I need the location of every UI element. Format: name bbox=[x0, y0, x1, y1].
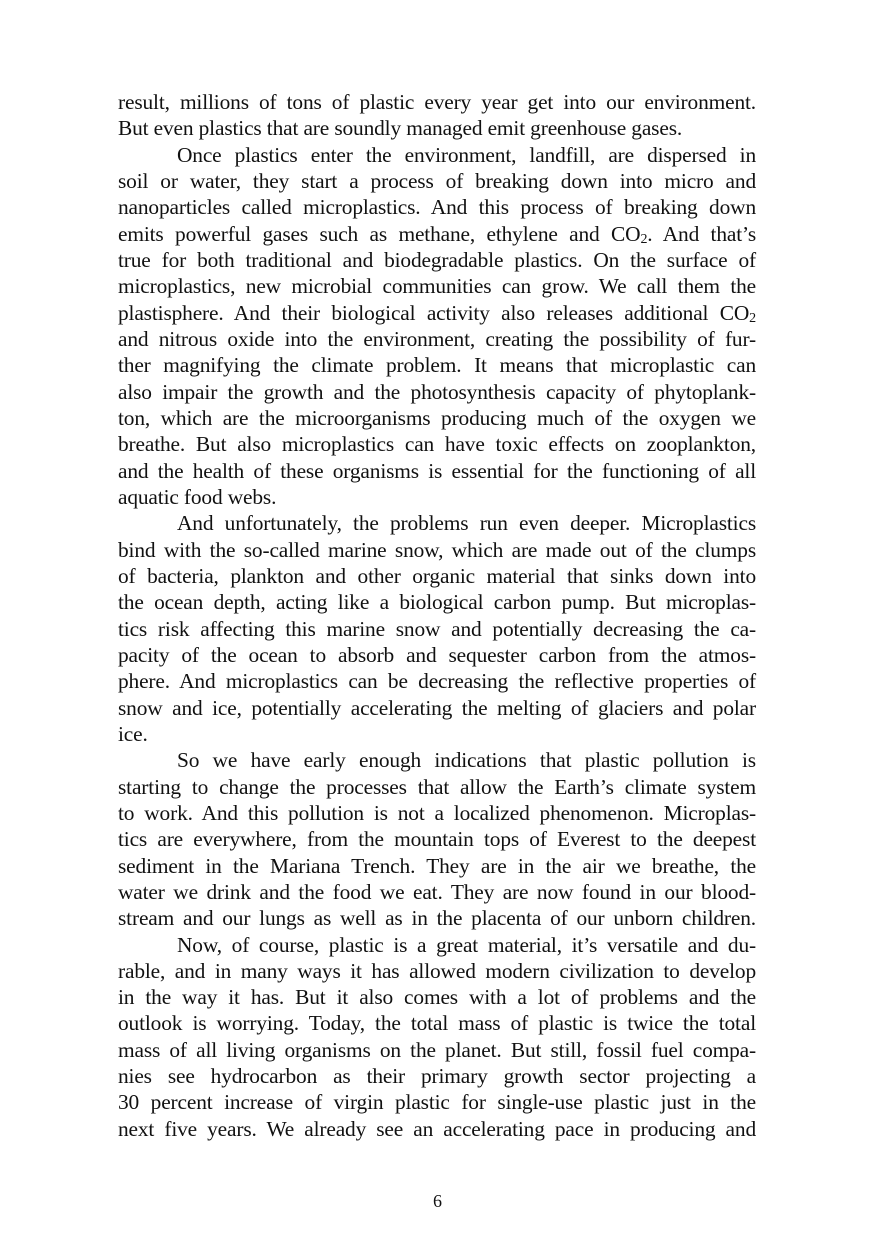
text-line: ton, which are the microorganisms producing much of the oxygen we bbox=[118, 405, 756, 430]
co2-subscript: 2 bbox=[640, 231, 648, 247]
text-line: breathe. But also microplastics can have toxic effects on zooplankton, bbox=[118, 432, 756, 457]
text-line: true for both traditional and biodegradable plastics. On the surface of bbox=[118, 247, 756, 272]
co2-subscript: 2 bbox=[749, 310, 756, 326]
text-line: aquatic food webs. bbox=[118, 484, 277, 509]
text-line: And unfortunately, the problems run even deeper. Microplastics bbox=[177, 511, 756, 536]
text-line: stream and our lungs as well as in the placenta of our unborn children. bbox=[118, 906, 756, 931]
text-line-with-subscript bbox=[118, 300, 756, 326]
text-line: next five years. We already see an accelerating pace in producing and bbox=[118, 1116, 756, 1141]
body-text bbox=[118, 89, 756, 1142]
text-segment: plastisphere. And their biological activity also releases additional CO bbox=[118, 300, 750, 325]
text-line: phere. And microplastics can be decreasing the reflective properties of bbox=[118, 669, 756, 694]
text-line: and nitrous oxide into the environment, creating the possibility of fur- bbox=[118, 326, 756, 351]
text-line: result, millions of tons of plastic every year get into our environment. bbox=[118, 90, 756, 114]
text-line: pacity of the ocean to absorb and sequester carbon from the atmos- bbox=[118, 642, 756, 667]
paragraph-4 bbox=[118, 747, 756, 931]
text-line: 30 percent increase of virgin plastic for single-use plastic just in the bbox=[118, 1090, 756, 1115]
text-line: Now, of course, plastic is a great material, it’s versatile and du- bbox=[177, 932, 756, 957]
text-line: tics are everywhere, from the mountain tops of Everest to the deepest bbox=[118, 827, 756, 852]
text-line: tics risk affecting this marine snow and potentially decreasing the ca- bbox=[118, 616, 756, 641]
text-line: of bacteria, plankton and other organic material that sinks down into bbox=[118, 563, 756, 588]
paragraph-3 bbox=[118, 510, 756, 747]
text-line-with-subscript bbox=[118, 221, 756, 247]
paragraph-2 bbox=[118, 142, 756, 511]
text-line: in the way it has. But it also comes with a lot of problems and the bbox=[118, 985, 756, 1010]
text-line: Once plastics enter the environment, landfill, are dispersed in bbox=[177, 142, 756, 167]
text-line: the ocean depth, acting like a biological carbon pump. But microplas- bbox=[118, 590, 756, 615]
text-line: water we drink and the food we eat. They are now found in our blood- bbox=[118, 879, 756, 904]
text-line: to work. And this pollution is not a localized phenomenon. Microplas- bbox=[118, 800, 756, 825]
paragraph-1 bbox=[118, 89, 756, 142]
text-line: snow and ice, potentially accelerating the melting of glaciers and polar bbox=[118, 695, 756, 720]
text-line: nies see hydrocarbon as their primary growth sector projecting a bbox=[118, 1064, 756, 1089]
text-line: outlook is worrying. Today, the total mass of plastic is twice the total bbox=[118, 1011, 756, 1036]
text-line: ther magnifying the climate problem. It means that microplastic can bbox=[118, 353, 756, 378]
text-segment: . And that’s bbox=[647, 221, 756, 246]
text-line: sediment in the Mariana Trench. They are in the air we breathe, the bbox=[118, 853, 756, 878]
text-line: So we have early enough indications that plastic pollution is bbox=[177, 748, 756, 773]
text-line: mass of all living organisms on the planet. But still, fossil fuel compa- bbox=[118, 1037, 756, 1062]
paragraph-5 bbox=[118, 932, 756, 1143]
text-line: rable, and in many ways it has allowed modern civilization to develop bbox=[118, 958, 756, 983]
text-line: But even plastics that are soundly managed emit greenhouse gases. bbox=[118, 116, 683, 141]
text-line: starting to change the processes that allow the Earth’s climate system bbox=[118, 774, 756, 799]
text-line: soil or water, they start a process of breaking down into micro and bbox=[118, 168, 756, 193]
page-number: 6 bbox=[433, 1191, 442, 1211]
text-line: ice. bbox=[118, 721, 148, 746]
text-line: bind with the so-called marine snow, which are made out of the clumps bbox=[118, 537, 756, 562]
text-line: also impair the growth and the photosynthesis capacity of phytoplank- bbox=[118, 379, 756, 404]
text-line: nanoparticles called microplastics. And this process of breaking down bbox=[118, 195, 756, 220]
text-line: microplastics, new microbial communities can grow. We call them the bbox=[118, 274, 756, 299]
text-segment: emits powerful gases such as methane, ethylene and CO bbox=[118, 221, 641, 246]
text-line: and the health of these organisms is essential for the functioning of all bbox=[118, 458, 756, 483]
